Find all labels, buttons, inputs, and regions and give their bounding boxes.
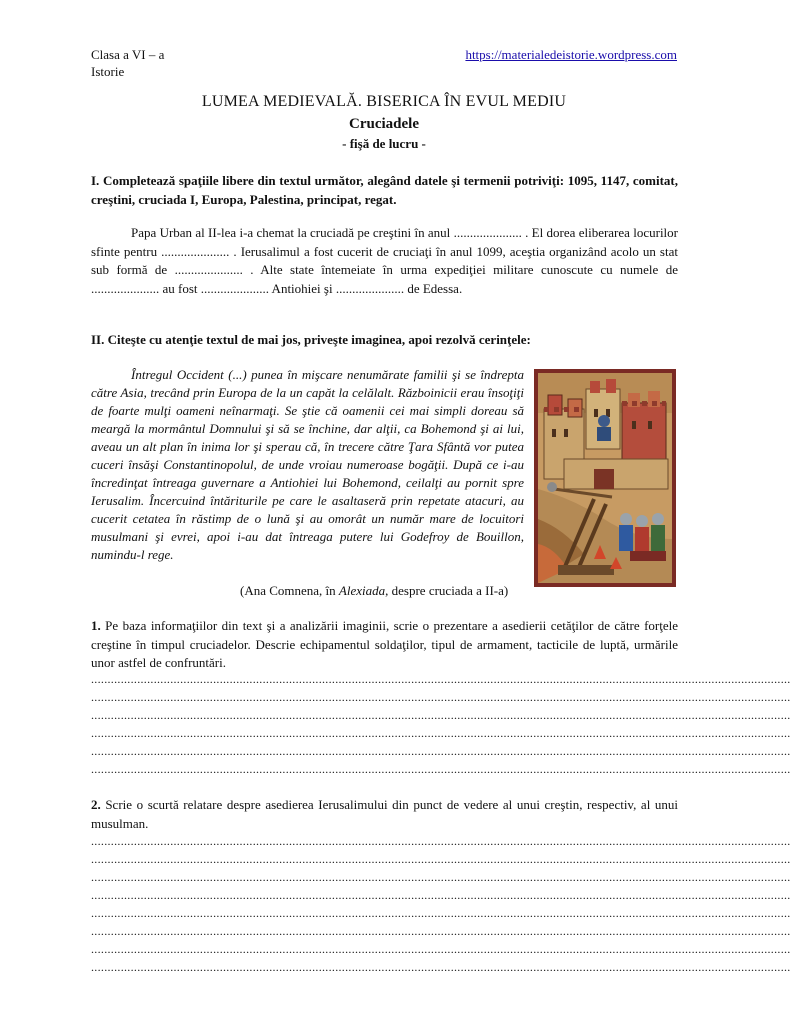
fill-in-text: Papa Urban al II-lea i-a chemat la cruciadă pe creştini în anul ..................... . El dorea eliberarea locurilor sfinte pentru ..................... . Ierusalimul a fost cucerit de cruciaţi în anul 1099, aceştia organizând acolo un stat sub formă de ..................... . Alte state întemeiate în urma expediţiei militare cunoscute cu numele de ..................... au fost ..................... Antiohiei şi ..................... de Edessa. <box>91 225 678 296</box>
section2-instruction: II. Citeşte cu atenţie textul de mai jos, priveşte imaginea, apoi rezolvă cerinţele: <box>91 332 531 347</box>
task1-text: Pe baza informaţiilor din text şi a analizării imaginii, scrie o prezentare a asedierii cetăţilor de către forţele creştine în timpul cruciadelor. Descrie echipamentul soldaţilor, tipul de armament, tacticile de luptă, urmările unor astfel de confruntări. <box>91 618 678 670</box>
answer-line[interactable]: .................................................................................................................................................................................................................... <box>91 852 791 866</box>
source-work: Alexiada <box>338 583 386 598</box>
source-prefix: (Ana Comnena, în <box>240 583 339 598</box>
subject-label: Istorie <box>91 64 125 79</box>
quote-source <box>240 582 540 601</box>
task1-prompt <box>91 617 678 673</box>
answer-line[interactable]: .................................................................................................................................................................................................................... <box>91 708 791 722</box>
source-suffix: , despre cruciada a II-a) <box>385 583 509 598</box>
answer-line[interactable]: .................................................................................................................................................................................................................... <box>91 744 791 758</box>
siege-illustration <box>534 369 676 587</box>
class-label: Clasa a VI – a <box>91 47 165 62</box>
answer-line[interactable]: .................................................................................................................................................................................................................... <box>91 870 791 884</box>
section1-instruction: I. Completează spaţiile libere din textul următor, alegând datele şi termenii potriviţi: 1095, 1147, comitat, creştini, cruciada I, Europa, Palestina, principat, regat. <box>91 173 678 207</box>
answer-line[interactable]: .................................................................................................................................................................................................................... <box>91 888 791 902</box>
page-title: LUMEA MEDIEVALĂ. BISERICA ÎN EVUL MEDIU <box>201 93 567 110</box>
task2-text: Scrie o scurtă relatare despre asedierea Ierusalimului din punct de vedere al unui creştin, respectiv, al unui musulman. <box>91 797 678 831</box>
answer-line[interactable]: .................................................................................................................................................................................................................... <box>91 942 791 956</box>
task2-prompt <box>91 796 678 833</box>
task2-number: 2. <box>91 797 101 812</box>
answer-line[interactable]: .................................................................................................................................................................................................................... <box>91 690 791 704</box>
task1-number: 1. <box>91 618 101 633</box>
task1-answer-lines[interactable] <box>91 670 791 778</box>
answer-line[interactable]: .................................................................................................................................................................................................................... <box>91 726 791 740</box>
answer-line[interactable]: .................................................................................................................................................................................................................... <box>91 762 791 776</box>
topic-title: Cruciadele <box>349 116 419 132</box>
answer-line[interactable]: .................................................................................................................................................................................................................... <box>91 906 791 920</box>
answer-line[interactable]: .................................................................................................................................................................................................................... <box>91 834 791 848</box>
historical-quote: Întregul Occident (...) punea în mişcare nenumărate familii şi se îndrepta către Asia, trecând prin Europa de la un capăt la celălalt. Războinicii erau însoţiţi de foarte mulţi oameni neînarmaţi. Se ştie că oamenii cei mai simpli doreau să meargă la mormântul Domnului şi să se închine, dar alţii, ca Bohemond şi ai lui, aveau un alt plan în inima lor şi sperau că, în trecere către Ţara Sfântă vor putea cuceri însăşi Constantinopolul, de unde vroiau numeroase bogăţii. După ce i-au încredinţat întreaga guvernare a Antiohiei lui Bohemond, ceilalţi au pornit spre Ierusalim. Încercuind întăriturile pe care le asaltaseră prin repetate atacuri, au cucerit cetatea în răstimp de o lună şi au omorât un număr mare de locuitori musulmani şi evrei, apoi i-au dat întreaga putere lui Godefroy de Bouillon, numindu-l rege. <box>91 367 524 562</box>
website-link[interactable]: https://materialedeistorie.wordpress.com <box>465 47 677 62</box>
answer-line[interactable]: .................................................................................................................................................................................................................... <box>91 960 791 974</box>
task2-answer-lines[interactable] <box>91 832 791 976</box>
answer-line[interactable]: .................................................................................................................................................................................................................... <box>91 672 791 686</box>
worksheet-subtitle: - fişă de lucru - <box>342 136 426 151</box>
answer-line[interactable]: .................................................................................................................................................................................................................... <box>91 924 791 938</box>
